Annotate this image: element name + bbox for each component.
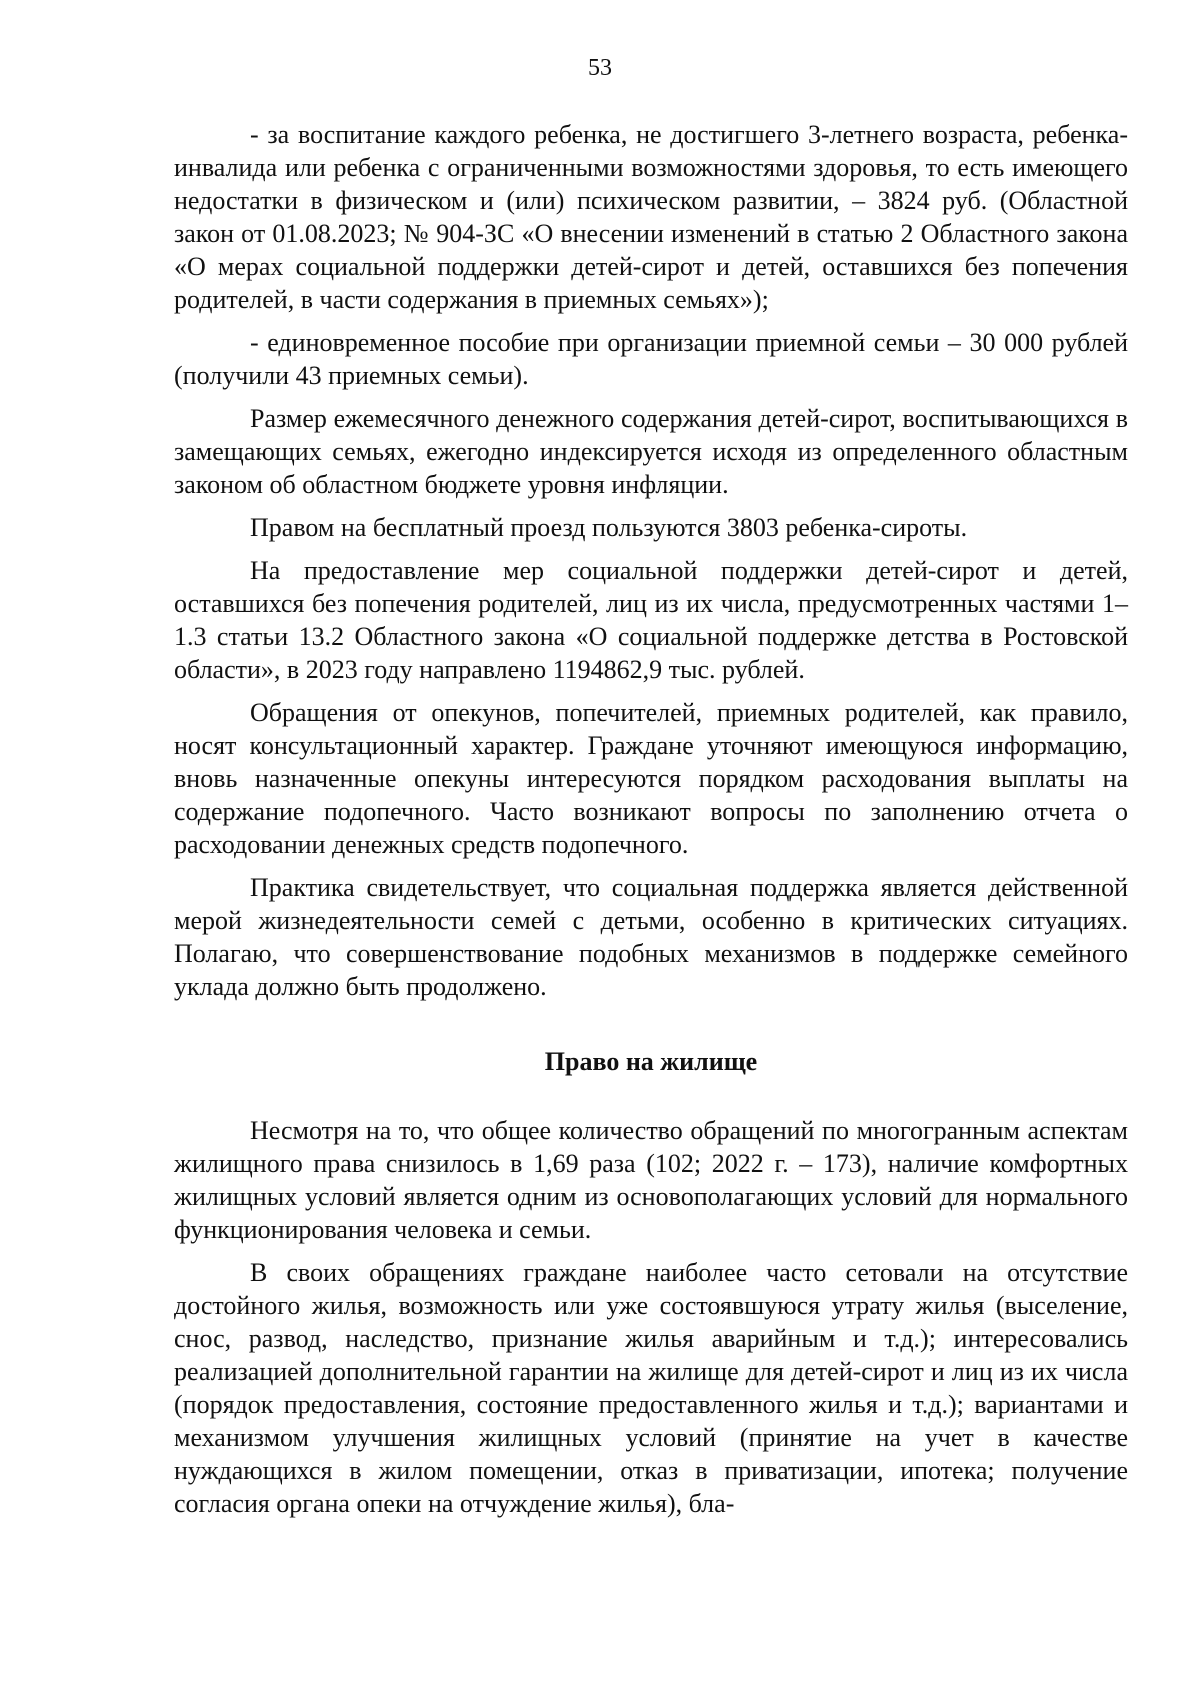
paragraph-funding: На предоставление мер социальной поддержки детей-сирот и детей, оставшихся без попечения родителей, лиц из их числа, предусмотренных частями 1–1.3 статьи 13.2 Областного закона «О социальной поддержке детства в Ростовской области», в 2023 году направлено 1194862,9 тыс. рублей. <box>174 556 1128 684</box>
paragraph-guardian-appeals: Обращения от опекунов, попечителей, приемных родителей, как правило, носят консультационный характер. Граждане уточняют имеющуюся информацию, вновь назначенные опекуны интересуются порядком расходования выплаты на содержание подопечного. Часто возникают вопросы по заполнению отчета о расходовании денежных средств подопечного. <box>174 698 1128 859</box>
paragraph-practice-conclusion: Практика свидетельствует, что социальная поддержка является действенной мерой жизнедеятельности семей с детьми, особенно в критических ситуациях. Полагаю, что совершенствование подобных механизмов в поддержке семейного уклада должно быть продолжено. <box>174 873 1128 1001</box>
paragraph-child-allowance: - за воспитание каждого ребенка, не достигшего 3-летнего возраста, ребенка-инвалида или ребенка с ограниченными возможностями здоровья, то есть имеющего недостатки в физическом и (или) психическом развитии, – 3824 руб. (Областной закон от 01.08.2023; № 904-ЗС «О внесении изменений в статью 2 Областного закона «О мерах социальной поддержки детей-сирот и детей, оставшихся без попечения родителей, в части содержания в приемных семьях»); <box>174 120 1128 314</box>
paragraph-indexation: Размер ежемесячного денежного содержания детей-сирот, воспитывающихся в замещающих семьях, ежегодно индексируется исходя из определенного областным законом об областном бюджете уровня инфляции. <box>174 404 1128 499</box>
paragraph-free-travel: Правом на бесплатный проезд пользуются 3803 ребенка-сироты. <box>250 513 968 542</box>
paragraph-housing-appeals-count: Несмотря на то, что общее количество обращений по многогранным аспектам жилищного права снизилось в 1,69 раза (102; 2022 г. – 173), наличие комфортных жилищных условий является одним из основополагающих условий для нормального функционирования человека и семьи. <box>174 1116 1128 1244</box>
section-heading: Право на жилище <box>544 1047 758 1076</box>
paragraph-lump-sum-benefit: - единовременное пособие при организации приемной семьи – 30 000 рублей (получили 43 приемных семьи). <box>174 328 1128 390</box>
page-content <box>174 118 1128 1530</box>
paragraph-housing-complaints: В своих обращениях граждане наиболее часто сетовали на отсутствие достойного жилья, возможность или уже состоявшуюся утрату жилья (выселение, снос, развод, наследство, признание жилья аварийным и т.д.); интересовались реализацией дополнительной гарантии на жилище для детей-сирот и лиц из их числа (порядок предоставления, состояние предоставленного жилья и т.д.); вариантами и механизмом улучшения жилищных условий (принятие на учет в качестве нуждающихся в жилом помещении, отказ в приватизации, ипотека; получение согласия органа опеки на отчуждение жилья), бла- <box>174 1258 1128 1518</box>
page-number: 53 <box>588 55 612 81</box>
